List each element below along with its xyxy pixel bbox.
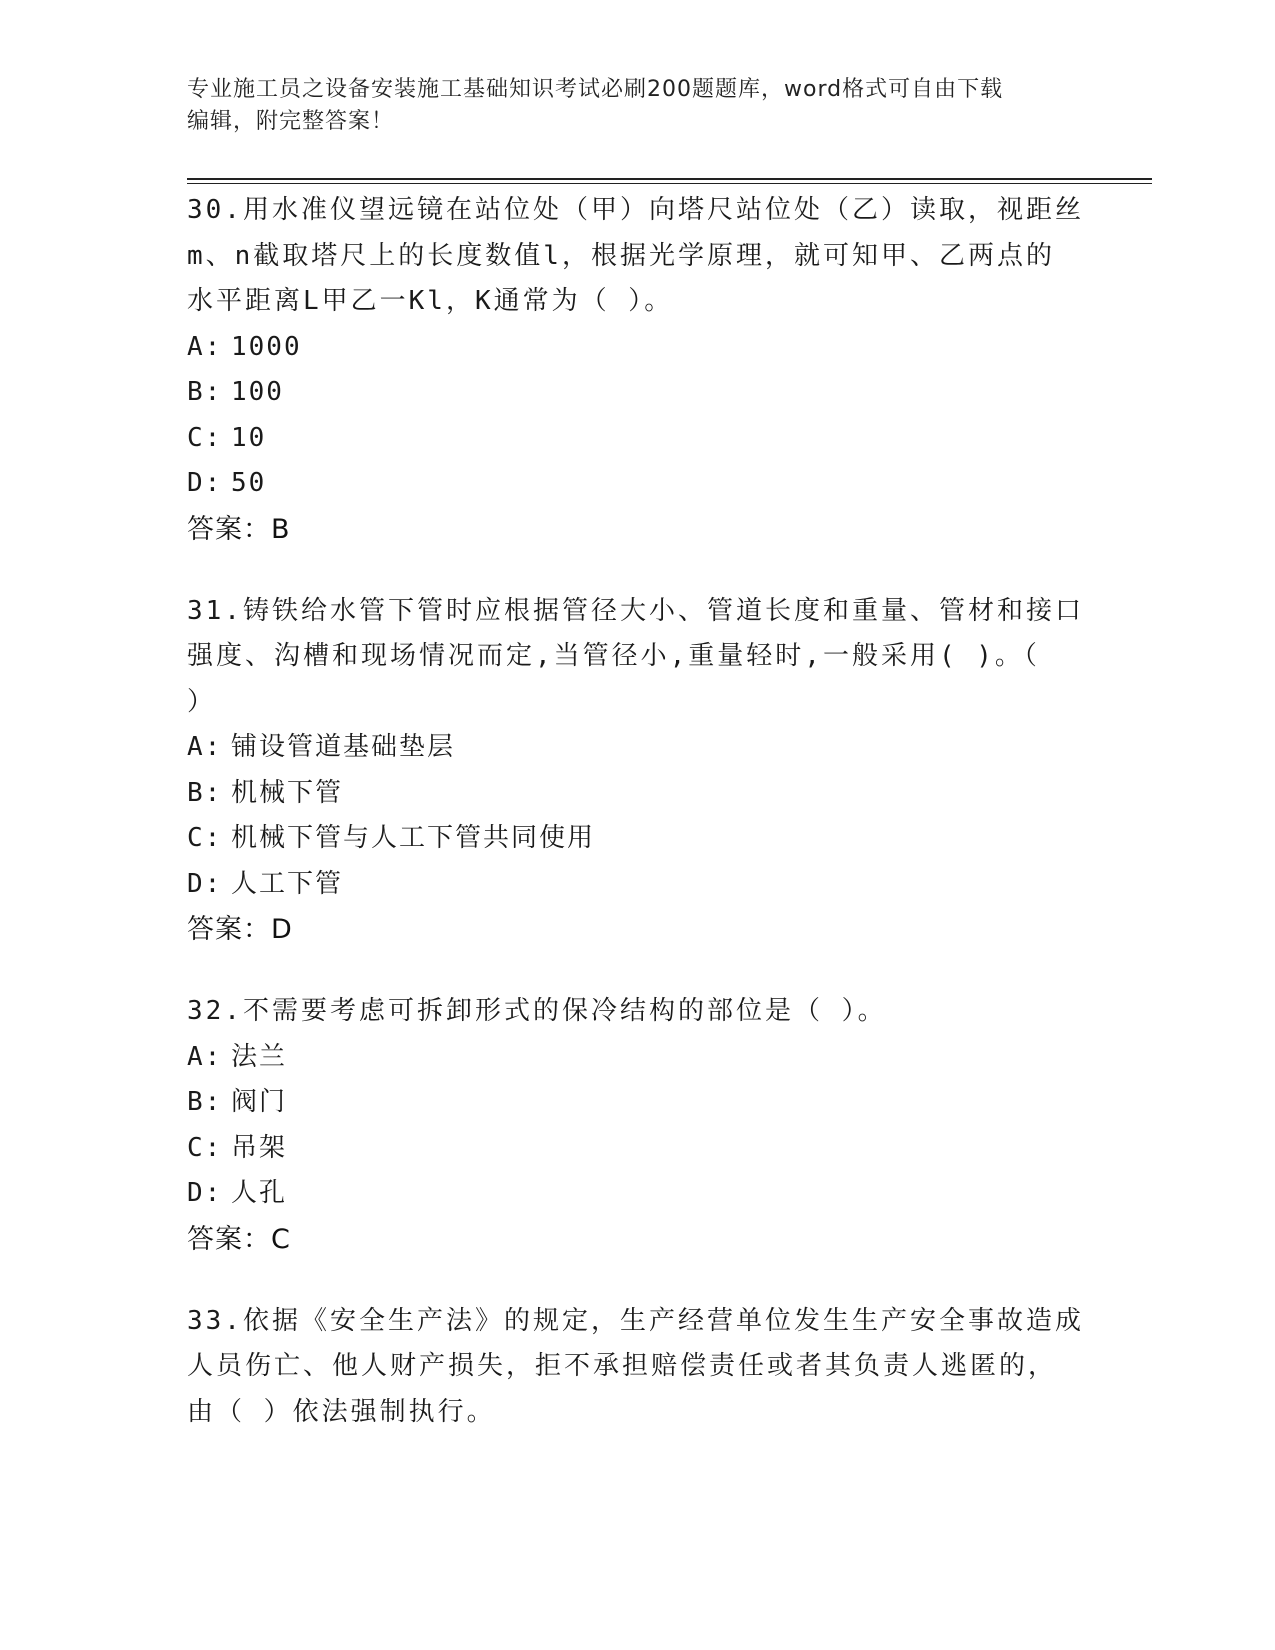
- option-text: 机械下管: [231, 777, 344, 808]
- option-c: [187, 1126, 1087, 1172]
- option-letter: D:: [187, 868, 223, 899]
- question-text-line: 人员伤亡、他人财产损失，拒不承担赔偿责任或者其负责人逃匿的，: [187, 1351, 1058, 1381]
- question-text-line: 32.不需要考虑可拆卸形式的保冷结构的部位是（ ）。: [187, 996, 887, 1026]
- option-text: 铺设管道基础垫层: [231, 732, 456, 762]
- option-letter: C:: [187, 1132, 223, 1163]
- option-text: 人孔: [231, 1178, 288, 1208]
- question-text-line: 33.依据《安全生产法》的规定，生产经营单位发生生产安全事故造成: [187, 1305, 1084, 1336]
- header-line-2: 编辑，附完整答案！: [187, 109, 395, 134]
- option-d: [187, 461, 1087, 507]
- option-text: 吊架: [231, 1132, 288, 1163]
- header-divider-thick: [187, 178, 1152, 180]
- option-text: 1000: [231, 331, 302, 362]
- question-list: [187, 188, 1087, 1471]
- answer-label: 答案：B: [187, 513, 291, 545]
- question-text-line: m、n截取塔尺上的长度数值l，根据光学原理，就可知甲、乙两点的: [187, 240, 1055, 271]
- answer-label: 答案：D: [187, 914, 293, 945]
- question-text-line: 30.用水准仪望远镜在站位处（甲）向塔尺站位处（乙）读取，视距丝: [187, 195, 1084, 225]
- option-letter: C:: [187, 422, 223, 453]
- option-c: [187, 816, 1087, 862]
- option-letter: D:: [187, 468, 223, 498]
- question-33: [187, 1299, 1087, 1436]
- option-b: [187, 370, 1087, 416]
- question-text-line: 水平距离L甲乙一Kl，K通常为（ ）。: [187, 286, 674, 316]
- option-text: 阀门: [231, 1087, 288, 1117]
- question-text-line: 由（ ）依法强制执行。: [187, 1396, 496, 1427]
- option-letter: D:: [187, 1178, 223, 1208]
- option-text: 法兰: [231, 1041, 288, 1072]
- option-text: 机械下管与人工下管共同使用: [231, 823, 596, 853]
- option-letter: C:: [187, 823, 223, 853]
- question-31: [187, 589, 1087, 954]
- option-d: [187, 862, 1087, 908]
- option-text: 人工下管: [231, 868, 344, 899]
- option-b: [187, 1080, 1087, 1126]
- option-letter: A:: [187, 1041, 223, 1072]
- option-letter: A:: [187, 331, 223, 362]
- option-letter: B:: [187, 377, 223, 407]
- header-line-1: 专业施工员之设备安装施工基础知识考试必刷200题题库，word格式可自由下载: [187, 77, 1004, 102]
- option-c: [187, 416, 1087, 462]
- option-a: [187, 725, 1087, 771]
- answer-label: 答案：C: [187, 1223, 291, 1255]
- option-a: [187, 1035, 1087, 1081]
- question-text-line: 31.铸铁给水管下管时应根据管径大小、管道长度和重量、管材和接口: [187, 595, 1084, 626]
- question-32: [187, 989, 1087, 1263]
- option-letter: B:: [187, 777, 223, 808]
- option-text: 100: [231, 377, 284, 407]
- option-text: 10: [231, 422, 267, 453]
- option-letter: B:: [187, 1087, 223, 1117]
- header-divider-thin: [187, 183, 1152, 184]
- option-letter: A:: [187, 732, 223, 762]
- option-text: 50: [231, 468, 267, 498]
- option-a: [187, 325, 1087, 371]
- question-text-line: 强度、沟槽和现场情况而定,当管径小,重量轻时,一般采用( )。（: [187, 641, 1040, 671]
- option-b: [187, 771, 1087, 817]
- question-30: [187, 188, 1087, 553]
- option-d: [187, 1171, 1087, 1217]
- document-header: [187, 74, 1067, 138]
- question-text-line: ）: [187, 686, 217, 717]
